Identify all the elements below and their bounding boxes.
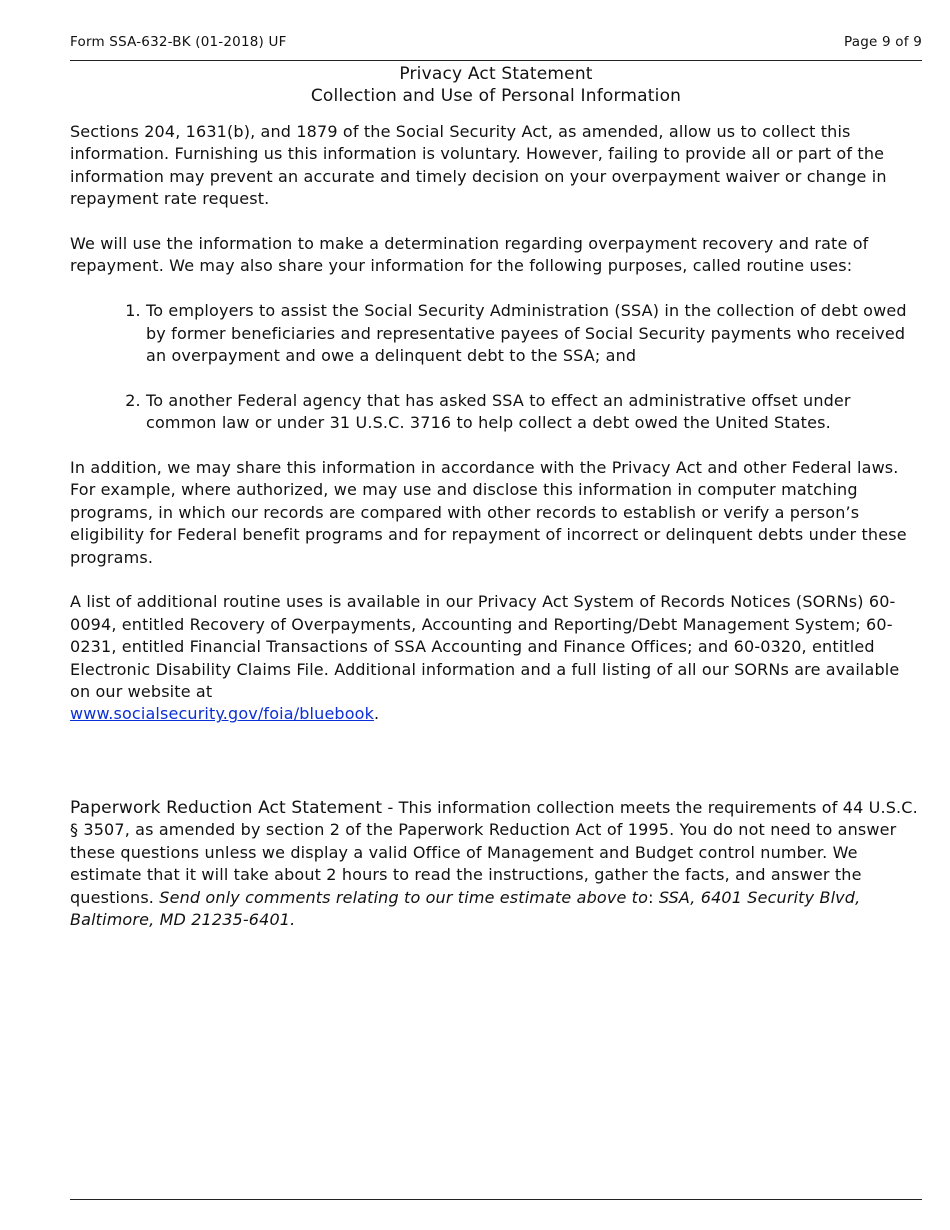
routine-use-item: 2. To another Federal agency that has asked SSA to effect an administrative offset under common law or under 31 U.S.C. 3716 to help collect a debt owed the United States. [146,390,922,435]
routine-use-item: 1. To employers to assist the Social Security Administration (SSA) in the collection of debt owed by former beneficiaries and representative payees of Social Security payments who received an overpayment and owe a delinquent debt to the SSA; and [146,300,922,367]
paperwork-heading: Paperwork Reduction Act Statement [70,798,383,818]
privacy-act-title [70,63,922,107]
colon: : [648,887,659,907]
page-number: Page 9 of 9 [844,34,922,50]
page-header [70,34,922,52]
routine-uses-list [70,300,922,434]
mailing-address: SSA, 6401 Security Blvd, Baltimore, MD 21235-6401. [70,887,861,930]
privacy-paragraph-2: We will use the information to make a determination regarding overpayment recovery and rate of repayment. We may also share your information for the following purposes, called routine uses: [70,234,869,276]
privacy-paragraph-3: In addition, we may share this information in accordance with the Privacy Act and other Federal laws. For example, where authorized, we may use and disclose this information in computer matching programs, in which our records are compared with other records to establish or verify a person’s eligibility for Federal benefit programs and for repayment of incorrect or delinquent debts under these programs. [70,458,907,567]
link-period: . [374,704,380,724]
title-line-1: Privacy Act Statement [399,64,593,84]
document-page [70,0,922,1230]
form-id: Form SSA-632-BK (01-2018) UF [70,34,287,50]
privacy-paragraph-4 [70,591,922,725]
title-line-2: Collection and Use of Personal Information [310,86,682,106]
privacy-act-body [70,121,922,748]
header-rule [70,60,922,61]
paperwork-reduction-statement [70,797,922,931]
privacy-paragraph-1: Sections 204, 1631(b), and 1879 of the Social Security Act, as amended, allow us to collect this information. Furnishing us this information is voluntary. However, failing to provide all or part of the information may prevent an accurate and timely decision on your overpayment waiver or change in repayment rate request. [70,122,887,209]
bluebook-link[interactable]: www.socialsecurity.gov/foia/bluebook [70,704,375,724]
paperwork-body: - This information collection meets the requirements of 44 U.S.C. § 3507, as amended by section 2 of the Paperwork Reduction Act of 1995. You do not need to answer these questions unless we display a valid Office of Management and Budget control number. We estimate that it will take about 2 hours to read the instructions, gather the facts, and answer the questions. [70,798,918,907]
comment-instruction: Send only comments relating to our time estimate above to [159,887,649,907]
footer-rule [70,1199,922,1200]
sorn-text: A list of additional routine uses is available in our Privacy Act System of Records Notices (SORNs) 60-0094, entitled Recovery of Overpayments, Accounting and Reporting/Debt Management System; 60-0231, entitled Financial Transactions of SSA Accounting and Finance Offices; and 60-0320, entitled Electronic Disability Claims File. Additional information and a full listing of all our SORNs are available on our website at [70,592,900,702]
